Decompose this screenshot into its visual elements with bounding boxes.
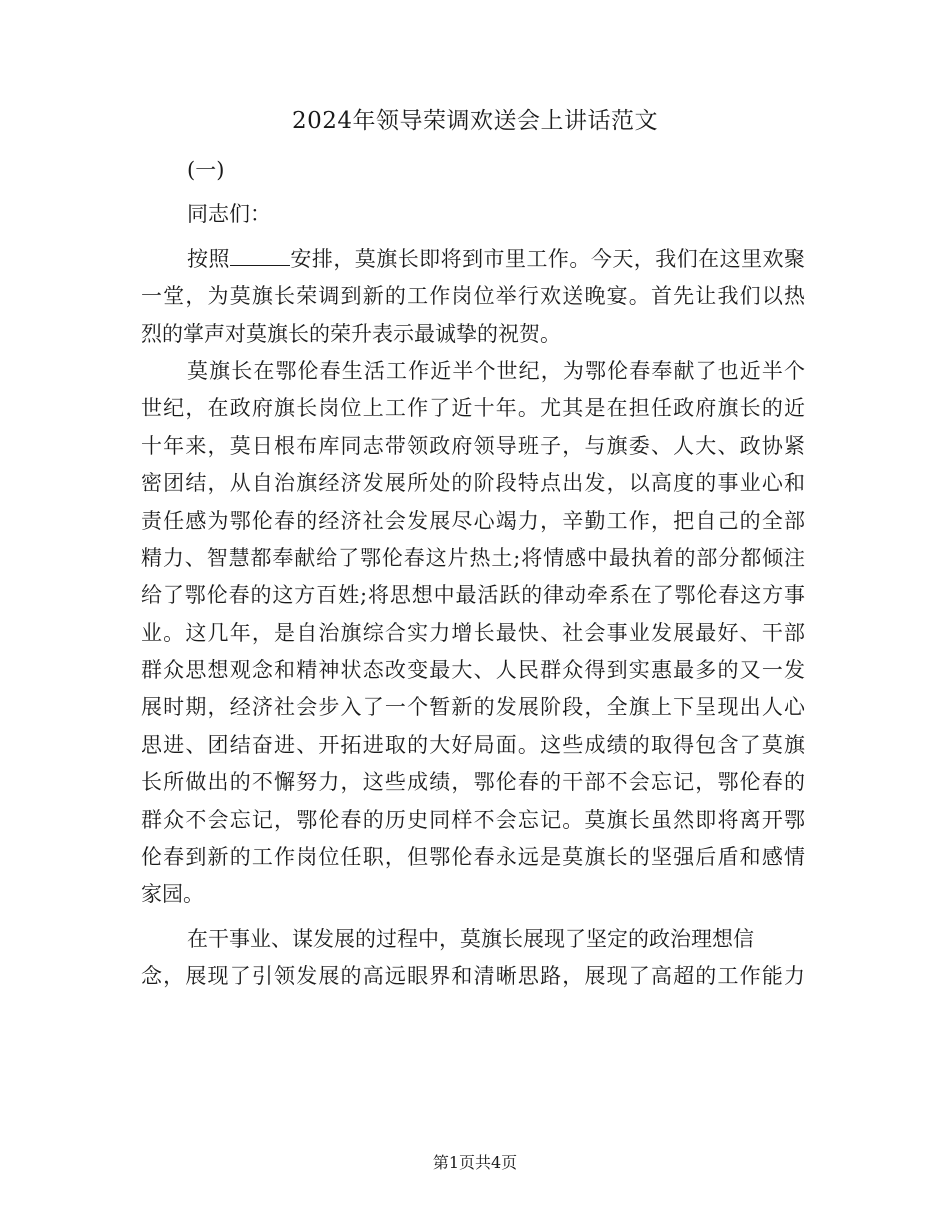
paragraph-line: 责任感为鄂伦春的经济社会发展尽心竭力，辛勤工作，把自己的全部: [141, 508, 805, 533]
text-segment: 按照: [187, 246, 230, 271]
paragraph-line: [141, 241, 805, 278]
paragraph-line: 业。这几年，是自治旗综合实力增长最快、社会事业发展最好、干部: [141, 620, 805, 645]
paragraph-line: 念，展现了引领发展的高远眼界和清晰思路，展现了高超的工作能力: [141, 964, 805, 989]
section-label: (一): [187, 158, 225, 182]
salutation: 同志们：: [187, 202, 271, 227]
paragraph-line: 伦春到新的工作岗位任职，但鄂伦春永远是莫旗长的坚强后盾和感情: [141, 845, 805, 870]
paragraph-2: [141, 353, 805, 914]
document-title: 2024年领导荣调欢送会上讲话范文: [291, 108, 659, 134]
paragraph-line: 在干事业、谋发展的过程中，莫旗长展现了坚定的政治理想信: [187, 926, 754, 951]
paragraph-line: 群众思想观念和精神状态改变最大、人民群众得到实惠最多的又一发: [141, 658, 805, 683]
paragraph-1: [141, 241, 805, 353]
paragraph-line: 长所做出的不懈努力，这些成绩，鄂伦春的干部不会忘记，鄂伦春的: [141, 770, 805, 795]
page-number-footer: 第1页共4页: [432, 1153, 518, 1172]
paragraph-line: 一堂，为莫旗长荣调到新的工作岗位举行欢送晚宴。首先让我们以热: [141, 284, 805, 309]
text-segment: 安排，莫旗长即将到市里工作。今天，我们在这里欢聚: [289, 246, 805, 271]
paragraph-line: 烈的掌声对莫旗长的荣升表示最诚挚的祝贺。: [141, 321, 561, 346]
paragraph-3: [141, 921, 805, 996]
fill-in-blank: [230, 247, 290, 266]
paragraph-line: 群众不会忘记，鄂伦春的历史同样不会忘记。莫旗长虽然即将离开鄂: [141, 807, 805, 832]
paragraph-line: 十年来，莫日根布库同志带领政府领导班子，与旗委、人大、政协紧: [141, 433, 805, 458]
paragraph-line: 展时期，经济社会步入了一个暂新的发展阶段，全旗上下呈现出人心: [141, 695, 805, 720]
paragraph-line: 精力、智慧都奉献给了鄂伦春这片热土;将情感中最执着的部分都倾注: [141, 545, 805, 570]
paragraph-line: 密团结，从自治旗经济发展所处的阶段特点出发，以高度的事业心和: [141, 471, 805, 496]
paragraph-line: 家园。: [141, 882, 204, 907]
paragraph-line: 莫旗长在鄂伦春生活工作近半个世纪，为鄂伦春奉献了也近半个: [187, 358, 805, 383]
paragraph-line: 思进、团结奋进、开拓进取的大好局面。这些成绩的取得包含了莫旗: [141, 732, 805, 757]
document-body: [141, 152, 805, 996]
paragraph-line: 给了鄂伦春的这方百姓;将思想中最活跃的律动牵系在了鄂伦春这方事: [141, 583, 805, 608]
paragraph-line: 世纪，在政府旗长岗位上工作了近十年。尤其是在担任政府旗长的近: [141, 396, 805, 421]
